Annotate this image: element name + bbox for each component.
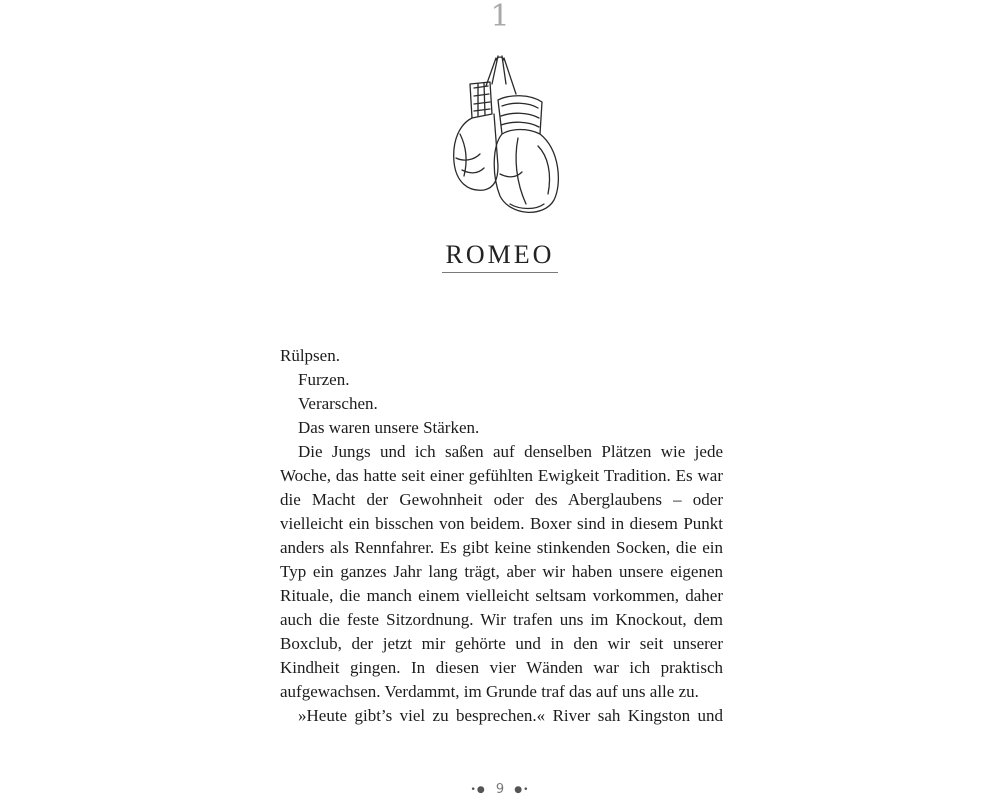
- paragraph: »Heute gibt’s viel zu besprechen.« River sah Kingston und: [298, 706, 723, 725]
- page-footer: [0, 782, 1000, 797]
- chapter-number: 1: [490, 0, 510, 34]
- paragraph: Das waren unsere Stärken.: [298, 418, 480, 437]
- boxing-gloves-icon: [440, 54, 564, 220]
- paragraph: Die Jungs und ich saßen auf denselben Plätzen wie jede Woche, das hatte seit einer gefühlten Ewigkeit Tradition. Es war die Macht der Gewohnheit oder des Aberglaubens – oder vielleicht ein bisschen von beidem. Boxer sind in diesem Punkt anders als Rennfahrer. Es gibt keine stinkenden Socken, die ein Typ ein ganzes Jahr lang trägt, aber wir haben unsere eigenen Rituale, die manch einem vielleicht seltsam vorkommen, daher auch die feste Sitzordnung. Wir trafen uns im Knockout, dem Boxclub, der jetzt mir gehörte und in den wir seit unserer Kindheit gingen. In diesen vier Wänden war ich praktisch aufgewachsen. Verdammt, im Grunde traf das auf uns alle zu.: [280, 442, 723, 701]
- chapter-title-text: ROMEO: [442, 240, 559, 273]
- paragraph: Furzen.: [298, 370, 350, 389]
- footer-ornament-right: ●•: [514, 784, 530, 795]
- body-text: [280, 344, 723, 728]
- paragraph: Verarschen.: [298, 394, 378, 413]
- paragraph: Rülpsen.: [280, 346, 340, 365]
- footer-ornament-left: •●: [470, 784, 486, 795]
- chapter-title: [0, 240, 1000, 273]
- page-number: 9: [495, 782, 505, 797]
